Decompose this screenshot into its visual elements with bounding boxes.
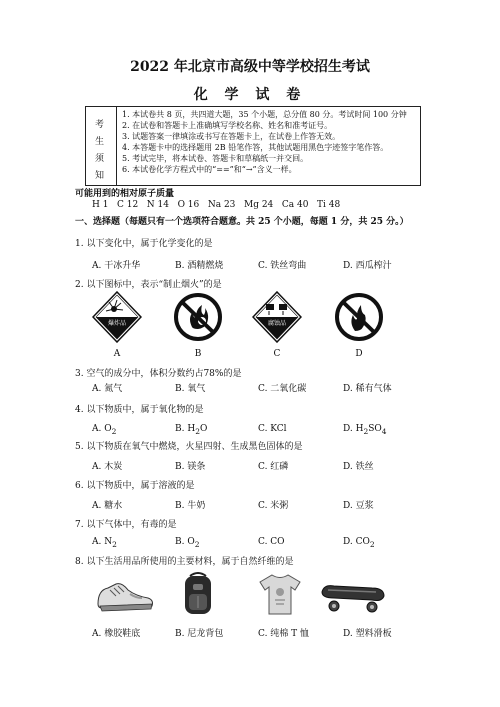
section-heading: 一、选择题（每题只有一个选项符合题意。共 25 个小题，每题 1 分，共 25 分。） — [75, 217, 409, 227]
option-c: C. 铁丝弯曲 — [258, 261, 307, 271]
tshirt-icon — [258, 572, 302, 616]
notice-rules — [122, 109, 417, 175]
option-c: C. 纯棉 T 恤 — [258, 629, 310, 639]
option-c: C. CO — [258, 537, 285, 547]
question-stem: 1. 以下变化中，属于化学变化的是 — [75, 239, 213, 249]
option-a: A. $O_2$ — [92, 424, 117, 436]
option-d: D. 稀有气体 — [343, 384, 392, 394]
option-c: C. KCl — [258, 424, 287, 434]
option-d: D. 西瓜榨汁 — [343, 261, 392, 271]
option-d: D — [355, 349, 363, 359]
question-stem: 2. 以下图标中，表示“制止烟火”的是 — [75, 280, 222, 290]
option-c: C. 米粥 — [258, 501, 289, 511]
notice-label-char: 知 — [95, 171, 105, 181]
notice-label — [86, 107, 117, 185]
option-a: A. 氮气 — [92, 384, 123, 394]
option-b: B. $H_2O$ — [175, 424, 208, 436]
notice-rule: 3. 试题答案一律填涂或书写在答题卡上，在试卷上作答无效。 — [122, 132, 341, 141]
question-stem: 6. 以下物质中，属于溶液的是 — [75, 481, 195, 491]
question-stem: 3. 空气的成分中，体积分数约占78%的是 — [75, 369, 242, 379]
option-b: B. 氧气 — [175, 384, 206, 394]
prohibition-sign-icon — [174, 293, 222, 341]
option-c: C. 二氧化碳 — [258, 384, 307, 394]
option-a: A. 木炭 — [92, 462, 123, 472]
option-b: B. $O_2$ — [175, 537, 200, 549]
option-a: A. $N_2$ — [92, 537, 117, 549]
notice-rule: 5. 考试完毕，将本试卷、答题卡和草稿纸一并交回。 — [122, 154, 309, 163]
option-c: C. 红磷 — [258, 462, 289, 472]
candidate-notice-box — [85, 106, 421, 186]
sign-label-explosive: 爆炸品 — [107, 320, 127, 327]
atomic-mass-values: H 1 C 12 N 14 O 16 Na 23 Mg 24 Ca 40 Ti 48 — [92, 200, 341, 210]
question-stem: 5. 以下物质在氧气中燃烧，火星四射、生成黑色固体的是 — [75, 442, 303, 452]
question-stem: 4. 以下物质中，属于氧化物的是 — [75, 405, 204, 415]
exam-title: 2022 年北京市高级中等学校招生考试 — [130, 59, 370, 75]
option-d: D. $H_2SO_4$ — [343, 424, 387, 436]
notice-label-char: 生 — [95, 137, 105, 147]
sneaker-icon — [94, 574, 156, 614]
option-c: C — [273, 349, 281, 359]
option-a: A. 干冰升华 — [92, 261, 141, 271]
no-fire-sign-icon — [335, 293, 383, 341]
option-d: D. 铁丝 — [343, 462, 374, 472]
sign-label-corrosive: 腐蚀品 — [267, 320, 287, 327]
corrosive-sign-icon — [252, 291, 302, 343]
notice-rule: 4. 本答题卡中的选择题用 2B 铅笔作答，其他试题用黑色字迹签字笔作答。 — [122, 143, 389, 152]
notice-label-char: 考 — [95, 120, 105, 130]
atomic-mass-heading: 可能用到的相对原子质量 — [75, 189, 175, 199]
notice-rule: 2. 在试卷和答题卡上准确填写学校名称、姓名和准考证号。 — [122, 121, 333, 130]
option-a: A. 橡胶鞋底 — [92, 629, 141, 639]
backpack-icon — [180, 570, 216, 618]
notice-rule: 1. 本试卷共 8 页，共四道大题，35 个小题，总分值 80 分。考试时间 100 分钟 — [122, 110, 407, 119]
option-b: B. 镁条 — [175, 462, 206, 472]
subject-title: 化 学 试 卷 — [193, 87, 307, 103]
option-b: B. 牛奶 — [175, 501, 206, 511]
option-d: D. 塑料滑板 — [343, 629, 392, 639]
explosive-sign-icon — [92, 291, 142, 343]
option-b: B — [194, 349, 202, 359]
skateboard-icon — [318, 576, 388, 616]
option-d: D. $CO_2$ — [343, 537, 375, 549]
notice-rule: 6. 本试卷化学方程式中的“==”和“→”含义一样。 — [122, 165, 297, 174]
option-a: A. 糖水 — [92, 501, 123, 511]
option-b: B. 尼龙背包 — [175, 629, 224, 639]
option-a: A — [113, 349, 121, 359]
option-d: D. 豆浆 — [343, 501, 374, 511]
option-b: B. 酒精燃烧 — [175, 261, 224, 271]
question-stem: 8. 以下生活用品所使用的主要材料，属于自然纤维的是 — [75, 557, 294, 567]
notice-label-char: 须 — [95, 154, 105, 164]
question-stem: 7. 以下气体中，有毒的是 — [75, 520, 177, 530]
